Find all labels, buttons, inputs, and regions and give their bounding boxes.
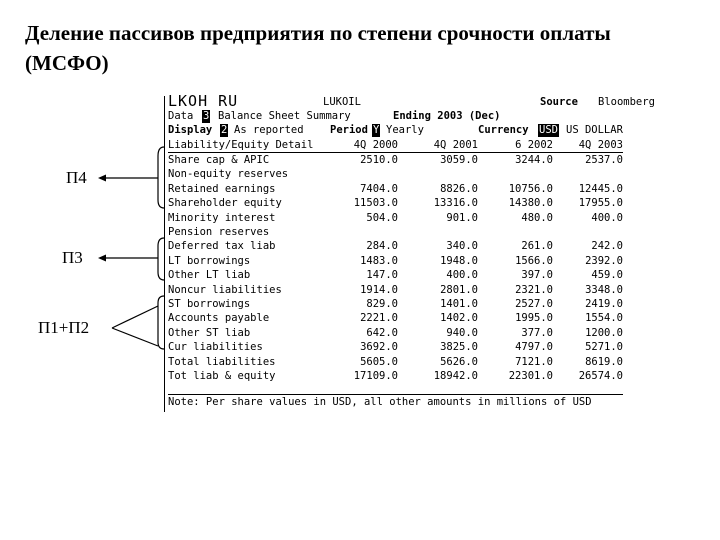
row-value: 8619.0 xyxy=(585,355,623,368)
row-value: 2221.0 xyxy=(360,312,398,325)
row-value: 22301.0 xyxy=(508,370,553,382)
row-value: 17109.0 xyxy=(353,370,398,382)
row-value: 2527.0 xyxy=(515,298,553,310)
row-value: 11503.0 xyxy=(353,197,398,210)
row-value: 397.0 xyxy=(521,269,553,282)
row-value: 17955.0 xyxy=(578,197,623,210)
row-value: 18942.0 xyxy=(433,370,478,382)
row-value: 8826.0 xyxy=(440,182,478,195)
p12-arrow-lower xyxy=(112,328,158,346)
row-value: 5605.0 xyxy=(360,355,398,368)
row-value: 1948.0 xyxy=(440,254,478,267)
row-value: 2321.0 xyxy=(515,283,553,296)
row-value: 14380.0 xyxy=(508,197,553,210)
row-value: 1995.0 xyxy=(515,312,553,325)
currency-label: Currency xyxy=(478,124,529,136)
row-label: Shareholder equity xyxy=(168,197,282,210)
p12-bracket xyxy=(158,296,164,349)
row-value: 2537.0 xyxy=(585,154,623,166)
row-label: Noncur liabilities xyxy=(168,283,282,296)
row-value: 284.0 xyxy=(366,240,398,253)
row-value: 7121.0 xyxy=(515,355,553,368)
period-description: Yearly xyxy=(386,124,424,136)
row-value: 480.0 xyxy=(521,211,553,224)
row-value: 901.0 xyxy=(446,211,478,224)
p3-arrowhead xyxy=(98,255,106,262)
row-label: Share cap & APIC xyxy=(168,154,270,166)
row-label: Deferred tax liab xyxy=(168,240,276,253)
column-header-year: 4Q 2003 xyxy=(578,139,623,151)
row-value: 242.0 xyxy=(591,240,623,253)
data-description: Balance Sheet Summary xyxy=(218,110,351,122)
p4-arrowhead xyxy=(98,175,106,182)
row-value: 1566.0 xyxy=(515,254,553,267)
row-value: 1914.0 xyxy=(360,283,398,296)
row-value: 340.0 xyxy=(446,240,478,253)
row-value: 7404.0 xyxy=(360,182,398,195)
row-value: 10756.0 xyxy=(508,182,553,195)
row-value: 2510.0 xyxy=(360,154,398,166)
row-value: 5271.0 xyxy=(585,341,623,354)
row-label: Retained earnings xyxy=(168,182,276,195)
row-label: Total liabilities xyxy=(168,355,276,368)
display-description: As reported xyxy=(234,124,304,136)
row-label: Cur liabilities xyxy=(168,341,263,354)
row-label: Accounts payable xyxy=(168,312,270,325)
label-p3: П3 xyxy=(62,248,83,267)
slide-title: Деление пассивов предприятия по степени срочности оплаты (МСФО) xyxy=(25,21,611,75)
row-value: 12445.0 xyxy=(578,182,623,195)
row-label: Non-equity reserves xyxy=(168,168,289,181)
row-label: ST borrowings xyxy=(168,298,251,310)
company-name: LUKOIL xyxy=(323,96,361,108)
row-value: 504.0 xyxy=(366,211,398,224)
row-value: 940.0 xyxy=(446,326,478,339)
row-value: 5626.0 xyxy=(440,355,478,368)
p12-arrow-upper xyxy=(112,306,158,328)
ticker-symbol: LKOH RU xyxy=(168,92,239,110)
source-value: Bloomberg xyxy=(598,96,655,108)
period-field[interactable]: Y xyxy=(373,124,380,136)
source-label: Source xyxy=(540,96,578,108)
row-value: 459.0 xyxy=(591,269,623,282)
display-label: Display xyxy=(168,124,213,136)
row-value: 261.0 xyxy=(521,240,553,253)
p4-bracket xyxy=(158,147,164,208)
data-number-field[interactable]: 3 xyxy=(203,110,210,122)
row-value: 1483.0 xyxy=(360,254,398,267)
column-header-year: 4Q 2001 xyxy=(433,139,478,151)
row-value: 3692.0 xyxy=(360,341,398,354)
label-p4: П4 xyxy=(66,168,87,187)
row-value: 2419.0 xyxy=(585,298,623,310)
row-value: 1401.0 xyxy=(440,298,478,310)
data-label: Data xyxy=(168,110,194,122)
display-number-field[interactable]: 2 xyxy=(221,124,228,136)
column-header-year: 6 2002 xyxy=(515,139,553,151)
row-value: 2801.0 xyxy=(440,283,478,296)
row-value: 3348.0 xyxy=(585,283,623,296)
currency-field[interactable]: USD xyxy=(539,124,558,136)
row-label: Tot liab & equity xyxy=(168,370,276,382)
row-label: Minority interest xyxy=(168,211,276,224)
column-header-year: 4Q 2000 xyxy=(353,139,398,151)
label-p1-p2: П1+П2 xyxy=(38,318,90,337)
row-value: 3244.0 xyxy=(515,154,553,166)
row-label: Pension reserves xyxy=(168,226,270,238)
row-value: 147.0 xyxy=(366,269,398,282)
row-value: 377.0 xyxy=(521,326,553,339)
row-value: 3825.0 xyxy=(440,341,478,354)
period-label: Period xyxy=(330,124,368,136)
p3-bracket xyxy=(158,238,164,280)
row-value: 1200.0 xyxy=(585,326,623,339)
row-value: 1402.0 xyxy=(440,312,478,325)
currency-description: US DOLLAR xyxy=(566,124,623,136)
row-value: 26574.0 xyxy=(578,370,623,382)
row-value: 13316.0 xyxy=(433,197,478,210)
footnote: Note: Per share values in USD, all other amounts in millions of USD xyxy=(168,396,592,408)
row-value: 3059.0 xyxy=(440,154,478,166)
row-value: 400.0 xyxy=(446,269,478,282)
row-value: 2392.0 xyxy=(585,254,623,267)
row-label: LT borrowings xyxy=(168,254,251,267)
row-label: Other LT liab xyxy=(168,269,251,282)
column-header-label: Liability/Equity Detail xyxy=(168,139,314,151)
row-value: 829.0 xyxy=(366,298,398,310)
row-value: 1554.0 xyxy=(585,312,623,325)
ending-period: Ending 2003 (Dec) xyxy=(393,110,501,122)
row-value: 642.0 xyxy=(366,326,398,339)
row-label: Other ST liab xyxy=(168,326,251,339)
row-value: 400.0 xyxy=(591,211,623,224)
row-value: 4797.0 xyxy=(515,341,553,354)
